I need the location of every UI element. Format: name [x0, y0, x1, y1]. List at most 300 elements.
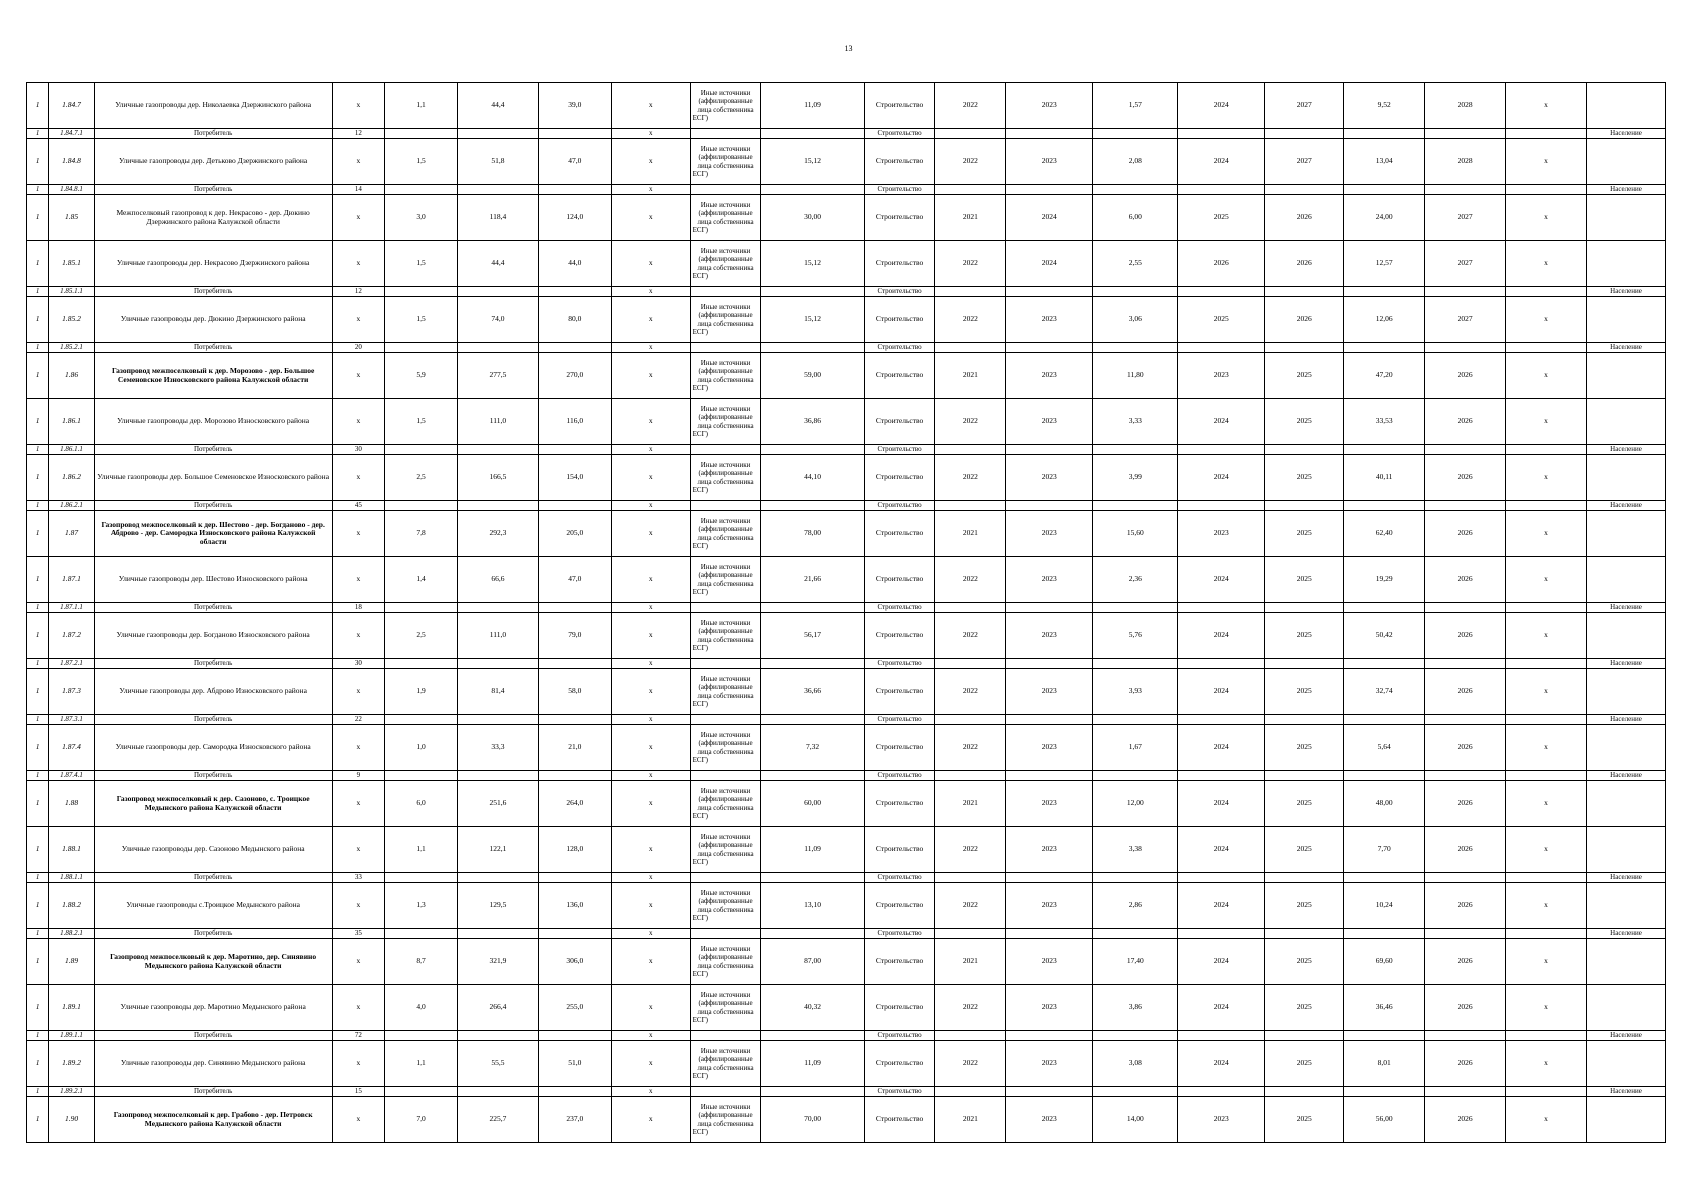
empty-cell — [385, 929, 458, 939]
empty-cell — [1586, 297, 1665, 343]
amount-cell-2: 12,57 — [1344, 241, 1425, 287]
empty-cell — [385, 873, 458, 883]
empty-cell — [1006, 445, 1093, 455]
amount-cell: 2,36 — [1093, 557, 1178, 603]
amount-cell: 2,86 — [1093, 883, 1178, 929]
empty-cell — [761, 715, 864, 725]
end-year-cell-2: 2026 — [1265, 195, 1344, 241]
year-cell: 2026 — [1425, 1097, 1506, 1143]
empty-cell — [1506, 287, 1587, 297]
table-row — [27, 557, 1666, 603]
population-label-cell: Население — [1586, 603, 1665, 613]
mark-cell: x — [611, 1087, 690, 1097]
empty-cell — [1265, 185, 1344, 195]
funding-source-cell: Иные источники (аффилированные лица собственника ЕСГ) — [690, 399, 761, 445]
mark-cell: x — [332, 557, 385, 603]
cost-cell: 7,32 — [761, 725, 864, 771]
amount-cell: 12,00 — [1093, 781, 1178, 827]
empty-cell — [761, 929, 864, 939]
start-year-cell: 2022 — [935, 455, 1006, 501]
item-code-cell: 1.89.1 — [49, 985, 95, 1031]
item-code-cell: 1.88.2.1 — [49, 929, 95, 939]
volume-cell-2: 47,0 — [538, 139, 611, 185]
work-type-cell: Строительство — [864, 985, 935, 1031]
level-cell: 1 — [27, 297, 49, 343]
end-year-cell: 2023 — [1006, 297, 1093, 343]
empty-cell — [1093, 929, 1178, 939]
consumer-row — [27, 287, 1666, 297]
mark-cell-2: x — [611, 985, 690, 1031]
empty-cell — [1265, 343, 1344, 353]
start-year-cell-2: 2024 — [1178, 781, 1265, 827]
amount-cell: 3,08 — [1093, 1041, 1178, 1087]
work-type-cell: Строительство — [864, 929, 935, 939]
empty-cell — [1178, 929, 1265, 939]
end-year-cell: 2023 — [1006, 557, 1093, 603]
item-code-cell: 1.86.1 — [49, 399, 95, 445]
empty-cell — [1425, 445, 1506, 455]
cost-cell: 15,12 — [761, 241, 864, 287]
funding-source-cell: Иные источники (аффилированные лица собственника ЕСГ) — [690, 297, 761, 343]
empty-cell — [1506, 185, 1587, 195]
work-type-cell: Строительство — [864, 353, 935, 399]
consumer-row — [27, 873, 1666, 883]
empty-cell — [690, 873, 761, 883]
level-cell: 1 — [27, 557, 49, 603]
mark-cell: x — [611, 343, 690, 353]
mark-cell-2: x — [611, 781, 690, 827]
mark-cell: x — [332, 725, 385, 771]
empty-cell — [1344, 1087, 1425, 1097]
empty-cell — [1506, 1031, 1587, 1041]
empty-cell — [761, 659, 864, 669]
volume-cell-2: 39,0 — [538, 83, 611, 129]
cost-cell: 36,86 — [761, 399, 864, 445]
empty-cell — [761, 185, 864, 195]
volume-cell: 321,9 — [457, 939, 538, 985]
length-cell: 5,9 — [385, 353, 458, 399]
empty-cell — [1178, 185, 1265, 195]
table-row — [27, 83, 1666, 129]
consumer-label-cell: Потребитель — [94, 1087, 332, 1097]
end-year-cell-2: 2027 — [1265, 83, 1344, 129]
start-year-cell: 2022 — [935, 399, 1006, 445]
mark-cell-2: x — [611, 827, 690, 873]
length-cell: 1,4 — [385, 557, 458, 603]
level-cell: 1 — [27, 985, 49, 1031]
consumer-count-cell: 20 — [332, 343, 385, 353]
item-code-cell: 1.86.2.1 — [49, 501, 95, 511]
empty-cell — [457, 501, 538, 511]
empty-cell — [1006, 1087, 1093, 1097]
consumer-row — [27, 771, 1666, 781]
table-row — [27, 827, 1666, 873]
empty-cell — [690, 715, 761, 725]
amount-cell-2: 33,53 — [1344, 399, 1425, 445]
item-code-cell: 1.85.1.1 — [49, 287, 95, 297]
empty-cell — [1586, 455, 1665, 501]
start-year-cell-2: 2025 — [1178, 297, 1265, 343]
population-label-cell: Население — [1586, 343, 1665, 353]
length-cell: 1,1 — [385, 1041, 458, 1087]
consumer-count-cell: 30 — [332, 445, 385, 455]
level-cell: 1 — [27, 399, 49, 445]
mark-cell-3: x — [1506, 883, 1587, 929]
cost-cell: 60,00 — [761, 781, 864, 827]
consumer-count-cell: 22 — [332, 715, 385, 725]
work-type-cell: Строительство — [864, 613, 935, 659]
mark-cell-3: x — [1506, 725, 1587, 771]
mark-cell: x — [332, 511, 385, 557]
empty-cell — [385, 343, 458, 353]
funding-source-cell: Иные источники (аффилированные лица собственника ЕСГ) — [690, 455, 761, 501]
empty-cell — [935, 1087, 1006, 1097]
volume-cell: 33,3 — [457, 725, 538, 771]
object-name-cell: Уличные газопроводы дер. Большое Семеновское Износковского района — [94, 455, 332, 501]
end-year-cell: 2023 — [1006, 83, 1093, 129]
consumer-label-cell: Потребитель — [94, 659, 332, 669]
work-type-cell: Строительство — [864, 827, 935, 873]
empty-cell — [538, 501, 611, 511]
start-year-cell-2: 2024 — [1178, 1041, 1265, 1087]
empty-cell — [935, 715, 1006, 725]
consumer-count-cell: 18 — [332, 603, 385, 613]
level-cell: 1 — [27, 185, 49, 195]
cost-cell: 36,66 — [761, 669, 864, 715]
start-year-cell-2: 2023 — [1178, 511, 1265, 557]
empty-cell — [690, 445, 761, 455]
volume-cell: 251,6 — [457, 781, 538, 827]
empty-cell — [1178, 715, 1265, 725]
mark-cell-3: x — [1506, 511, 1587, 557]
object-name-cell: Уличные газопроводы дер. Абдрово Износковского района — [94, 669, 332, 715]
amount-cell-2: 12,06 — [1344, 297, 1425, 343]
cost-cell: 87,00 — [761, 939, 864, 985]
work-type-cell: Строительство — [864, 139, 935, 185]
volume-cell: 225,7 — [457, 1097, 538, 1143]
empty-cell — [1006, 771, 1093, 781]
empty-cell — [457, 1031, 538, 1041]
start-year-cell-2: 2024 — [1178, 725, 1265, 771]
volume-cell-2: 21,0 — [538, 725, 611, 771]
volume-cell-2: 306,0 — [538, 939, 611, 985]
length-cell: 1,5 — [385, 139, 458, 185]
cost-cell: 13,10 — [761, 883, 864, 929]
empty-cell — [1506, 659, 1587, 669]
population-label-cell: Население — [1586, 287, 1665, 297]
funding-source-cell: Иные источники (аффилированные лица собственника ЕСГ) — [690, 781, 761, 827]
consumer-label-cell: Потребитель — [94, 501, 332, 511]
volume-cell: 277,5 — [457, 353, 538, 399]
empty-cell — [1093, 771, 1178, 781]
empty-cell — [761, 445, 864, 455]
empty-cell — [935, 445, 1006, 455]
level-cell: 1 — [27, 939, 49, 985]
empty-cell — [1586, 827, 1665, 873]
year-cell: 2027 — [1425, 297, 1506, 343]
empty-cell — [761, 501, 864, 511]
start-year-cell-2: 2024 — [1178, 557, 1265, 603]
empty-cell — [385, 1031, 458, 1041]
mark-cell: x — [611, 929, 690, 939]
mark-cell: x — [332, 1041, 385, 1087]
table-row — [27, 781, 1666, 827]
level-cell: 1 — [27, 725, 49, 771]
mark-cell-2: x — [611, 297, 690, 343]
level-cell: 1 — [27, 883, 49, 929]
end-year-cell: 2023 — [1006, 455, 1093, 501]
end-year-cell: 2023 — [1006, 985, 1093, 1031]
table-row — [27, 939, 1666, 985]
year-cell: 2026 — [1425, 455, 1506, 501]
mark-cell: x — [611, 287, 690, 297]
level-cell: 1 — [27, 287, 49, 297]
empty-cell — [457, 929, 538, 939]
empty-cell — [1425, 929, 1506, 939]
empty-cell — [1093, 1031, 1178, 1041]
level-cell: 1 — [27, 1041, 49, 1087]
empty-cell — [1344, 873, 1425, 883]
end-year-cell: 2023 — [1006, 1041, 1093, 1087]
mark-cell: x — [332, 939, 385, 985]
level-cell: 1 — [27, 715, 49, 725]
amount-cell-2: 10,24 — [1344, 883, 1425, 929]
work-type-cell: Строительство — [864, 669, 935, 715]
empty-cell — [1093, 715, 1178, 725]
consumer-label-cell: Потребитель — [94, 603, 332, 613]
amount-cell-2: 5,64 — [1344, 725, 1425, 771]
end-year-cell-2: 2025 — [1265, 725, 1344, 771]
empty-cell — [1178, 659, 1265, 669]
volume-cell-2: 79,0 — [538, 613, 611, 659]
empty-cell — [690, 501, 761, 511]
table-row — [27, 1041, 1666, 1087]
empty-cell — [690, 1087, 761, 1097]
mark-cell-3: x — [1506, 399, 1587, 445]
funding-source-cell: Иные источники (аффилированные лица собственника ЕСГ) — [690, 1097, 761, 1143]
empty-cell — [935, 129, 1006, 139]
item-code-cell: 1.84.7 — [49, 83, 95, 129]
start-year-cell-2: 2025 — [1178, 195, 1265, 241]
mark-cell-2: x — [611, 399, 690, 445]
consumer-row — [27, 445, 1666, 455]
volume-cell-2: 80,0 — [538, 297, 611, 343]
start-year-cell: 2021 — [935, 511, 1006, 557]
empty-cell — [385, 715, 458, 725]
length-cell: 2,5 — [385, 455, 458, 501]
empty-cell — [1265, 929, 1344, 939]
amount-cell-2: 9,52 — [1344, 83, 1425, 129]
empty-cell — [935, 1031, 1006, 1041]
year-cell: 2026 — [1425, 985, 1506, 1031]
start-year-cell: 2022 — [935, 83, 1006, 129]
volume-cell: 51,8 — [457, 139, 538, 185]
mark-cell: x — [611, 659, 690, 669]
start-year-cell-2: 2024 — [1178, 83, 1265, 129]
level-cell: 1 — [27, 827, 49, 873]
mark-cell: x — [611, 715, 690, 725]
object-name-cell: Уличные газопроводы дер. Сазоново Медынского района — [94, 827, 332, 873]
volume-cell-2: 51,0 — [538, 1041, 611, 1087]
empty-cell — [1586, 511, 1665, 557]
consumer-row — [27, 659, 1666, 669]
empty-cell — [935, 873, 1006, 883]
amount-cell: 2,55 — [1093, 241, 1178, 287]
work-type-cell: Строительство — [864, 1087, 935, 1097]
item-code-cell: 1.89 — [49, 939, 95, 985]
mark-cell-2: x — [611, 195, 690, 241]
empty-cell — [1586, 399, 1665, 445]
start-year-cell: 2021 — [935, 939, 1006, 985]
item-code-cell: 1.87.1.1 — [49, 603, 95, 613]
empty-cell — [1586, 353, 1665, 399]
consumer-row — [27, 501, 1666, 511]
end-year-cell-2: 2025 — [1265, 985, 1344, 1031]
amount-cell-2: 8,01 — [1344, 1041, 1425, 1087]
consumer-count-cell: 35 — [332, 929, 385, 939]
end-year-cell: 2023 — [1006, 613, 1093, 659]
volume-cell: 166,5 — [457, 455, 538, 501]
empty-cell — [1093, 603, 1178, 613]
amount-cell-2: 13,04 — [1344, 139, 1425, 185]
mark-cell: x — [611, 129, 690, 139]
cost-cell: 70,00 — [761, 1097, 864, 1143]
consumer-row — [27, 1087, 1666, 1097]
volume-cell: 111,0 — [457, 399, 538, 445]
empty-cell — [1265, 873, 1344, 883]
empty-cell — [538, 873, 611, 883]
end-year-cell-2: 2025 — [1265, 883, 1344, 929]
volume-cell-2: 44,0 — [538, 241, 611, 287]
empty-cell — [761, 343, 864, 353]
empty-cell — [1265, 603, 1344, 613]
mark-cell: x — [332, 613, 385, 659]
consumer-row — [27, 603, 1666, 613]
mark-cell: x — [332, 83, 385, 129]
mark-cell-2: x — [611, 613, 690, 659]
empty-cell — [457, 715, 538, 725]
item-code-cell: 1.87.4.1 — [49, 771, 95, 781]
empty-cell — [1344, 659, 1425, 669]
mark-cell-3: x — [1506, 557, 1587, 603]
year-cell: 2026 — [1425, 781, 1506, 827]
empty-cell — [538, 603, 611, 613]
empty-cell — [1586, 557, 1665, 603]
amount-cell: 3,93 — [1093, 669, 1178, 715]
empty-cell — [1506, 771, 1587, 781]
empty-cell — [1178, 343, 1265, 353]
length-cell: 1,3 — [385, 883, 458, 929]
amount-cell: 3,33 — [1093, 399, 1178, 445]
empty-cell — [1425, 343, 1506, 353]
start-year-cell: 2022 — [935, 883, 1006, 929]
mark-cell-2: x — [611, 669, 690, 715]
level-cell: 1 — [27, 771, 49, 781]
start-year-cell-2: 2024 — [1178, 939, 1265, 985]
amount-cell-2: 19,29 — [1344, 557, 1425, 603]
end-year-cell-2: 2025 — [1265, 353, 1344, 399]
amount-cell: 15,60 — [1093, 511, 1178, 557]
empty-cell — [1006, 287, 1093, 297]
empty-cell — [385, 1087, 458, 1097]
object-name-cell: Уличные газопроводы дер. Синявино Медынского района — [94, 1041, 332, 1087]
empty-cell — [761, 129, 864, 139]
end-year-cell-2: 2025 — [1265, 1041, 1344, 1087]
end-year-cell-2: 2027 — [1265, 139, 1344, 185]
empty-cell — [1425, 287, 1506, 297]
empty-cell — [538, 659, 611, 669]
empty-cell — [1506, 501, 1587, 511]
amount-cell-2: 62,40 — [1344, 511, 1425, 557]
empty-cell — [935, 929, 1006, 939]
empty-cell — [538, 715, 611, 725]
empty-cell — [1344, 129, 1425, 139]
empty-cell — [1265, 445, 1344, 455]
level-cell: 1 — [27, 659, 49, 669]
mark-cell-2: x — [611, 883, 690, 929]
start-year-cell-2: 2024 — [1178, 883, 1265, 929]
end-year-cell-2: 2025 — [1265, 613, 1344, 659]
volume-cell-2: 264,0 — [538, 781, 611, 827]
end-year-cell-2: 2026 — [1265, 241, 1344, 287]
work-type-cell: Строительство — [864, 1097, 935, 1143]
amount-cell: 3,06 — [1093, 297, 1178, 343]
volume-cell-2: 136,0 — [538, 883, 611, 929]
empty-cell — [1586, 939, 1665, 985]
work-type-cell: Строительство — [864, 873, 935, 883]
length-cell: 1,5 — [385, 399, 458, 445]
start-year-cell: 2022 — [935, 297, 1006, 343]
object-name-cell: Уличные газопроводы дер. Морозово Износковского района — [94, 399, 332, 445]
work-type-cell: Строительство — [864, 771, 935, 781]
length-cell: 1,5 — [385, 241, 458, 287]
empty-cell — [1178, 873, 1265, 883]
mark-cell: x — [332, 297, 385, 343]
table-row — [27, 195, 1666, 241]
consumer-count-cell: 12 — [332, 287, 385, 297]
funding-source-cell: Иные источники (аффилированные лица собственника ЕСГ) — [690, 725, 761, 771]
item-code-cell: 1.86 — [49, 353, 95, 399]
end-year-cell: 2023 — [1006, 827, 1093, 873]
work-type-cell: Строительство — [864, 195, 935, 241]
year-cell: 2028 — [1425, 139, 1506, 185]
empty-cell — [690, 287, 761, 297]
start-year-cell: 2022 — [935, 557, 1006, 603]
empty-cell — [457, 287, 538, 297]
cost-cell: 11,09 — [761, 1041, 864, 1087]
item-code-cell: 1.88.1.1 — [49, 873, 95, 883]
empty-cell — [457, 185, 538, 195]
empty-cell — [690, 185, 761, 195]
mark-cell-2: x — [611, 1041, 690, 1087]
empty-cell — [1344, 715, 1425, 725]
work-type-cell: Строительство — [864, 185, 935, 195]
end-year-cell: 2023 — [1006, 781, 1093, 827]
year-cell: 2026 — [1425, 399, 1506, 445]
volume-cell: 44,4 — [457, 83, 538, 129]
mark-cell-2: x — [611, 557, 690, 603]
consumer-label-cell: Потребитель — [94, 771, 332, 781]
empty-cell — [1006, 659, 1093, 669]
empty-cell — [935, 185, 1006, 195]
funding-source-cell: Иные источники (аффилированные лица собственника ЕСГ) — [690, 83, 761, 129]
work-type-cell: Строительство — [864, 241, 935, 287]
volume-cell: 55,5 — [457, 1041, 538, 1087]
level-cell: 1 — [27, 241, 49, 287]
population-label-cell: Население — [1586, 445, 1665, 455]
funding-source-cell: Иные источники (аффилированные лица собственника ЕСГ) — [690, 557, 761, 603]
volume-cell: 122,1 — [457, 827, 538, 873]
